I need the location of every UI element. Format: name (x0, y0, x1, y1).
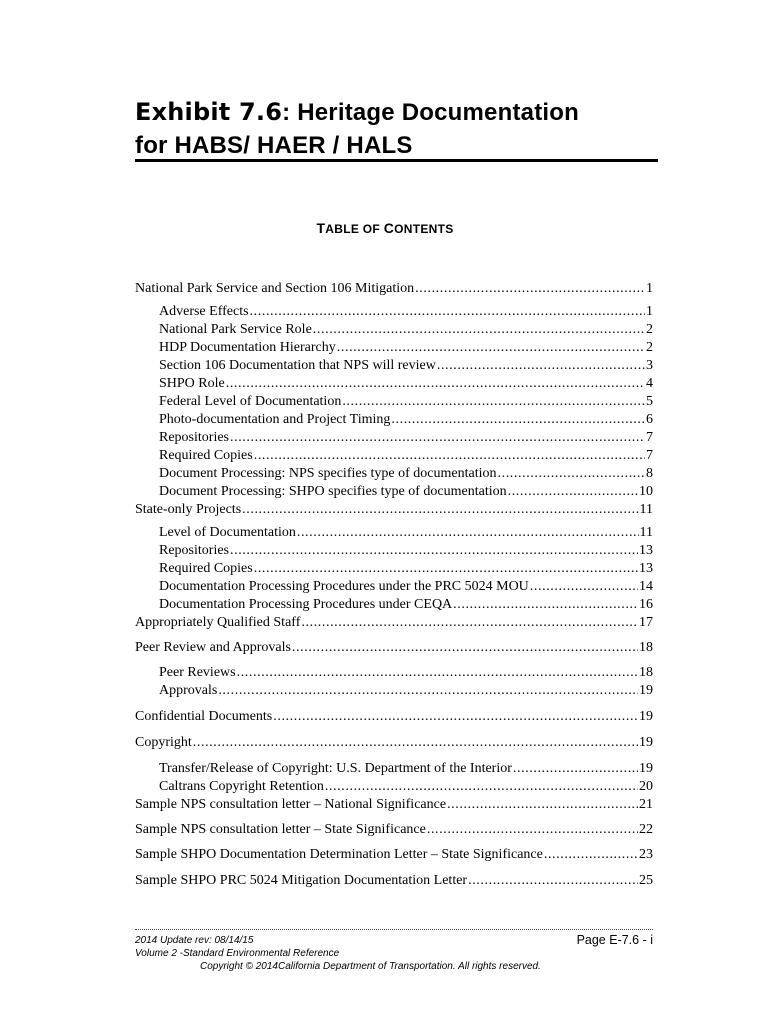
toc-dot-leader (337, 339, 645, 357)
toc-entry-title: Repositories (159, 543, 229, 558)
toc-entry-title: Documentation Processing Procedures under the PRC 5024 MOU (159, 579, 529, 594)
toc-entry[interactable] (159, 578, 653, 596)
toc-entry-page: 19 (639, 761, 653, 776)
toc-entry-page: 1 (646, 281, 653, 296)
toc-entry-title: SHPO Role (159, 376, 225, 391)
toc-dot-leader (513, 760, 638, 778)
toc-entry-title: Transfer/Release of Copyright: U.S. Department of the Interior (159, 761, 512, 776)
toc-entry-title: Repositories (159, 430, 229, 445)
toc-dot-leader (193, 734, 638, 752)
toc-entry-page: 23 (639, 847, 653, 862)
toc-entry[interactable] (159, 483, 653, 501)
toc-dot-leader (453, 596, 638, 614)
footer-update-line (135, 935, 653, 947)
title-line1: : Heritage Documentation (282, 99, 579, 126)
toc-entry-page: 19 (639, 709, 653, 724)
toc-entry[interactable] (159, 664, 653, 682)
toc-dot-leader (498, 465, 646, 483)
toc-entry-title: Required Copies (159, 561, 253, 576)
toc-entry-title: National Park Service and Section 106 Mitigation (135, 281, 415, 296)
toc-entry-title: State-only Projects (135, 502, 242, 517)
toc-entry-title: National Park Service Role (159, 322, 312, 337)
toc-entry[interactable] (159, 357, 653, 375)
toc-entry-page: 11 (639, 502, 653, 517)
toc-entry-page: 19 (639, 735, 653, 750)
toc-entry-page: 11 (639, 525, 653, 540)
toc-dot-leader (427, 821, 638, 839)
toc-entry[interactable] (159, 303, 653, 321)
exhibit-number: Exhibit 7.6 (135, 98, 283, 126)
toc-entry[interactable] (159, 411, 653, 429)
toc-entry-title: Sample SHPO PRC 5024 Mitigation Documentation Letter (135, 873, 468, 888)
toc-entry-page: 22 (639, 822, 653, 837)
toc-entry-title: Document Processing: SHPO specifies type of documentation (159, 484, 507, 499)
toc-dot-leader (292, 639, 638, 657)
toc-entry[interactable] (159, 778, 653, 796)
toc-dot-leader (230, 542, 638, 560)
footer-page-number: Page E-7.6 - i (576, 933, 653, 947)
toc-entry[interactable] (135, 501, 653, 519)
toc-entry-page: 5 (646, 394, 653, 409)
toc-entry[interactable] (159, 321, 653, 339)
toc-dot-leader (250, 303, 645, 321)
toc-entry[interactable] (135, 614, 653, 632)
toc-entry[interactable] (159, 560, 653, 578)
toc-entry[interactable] (135, 734, 653, 752)
toc-entry-page: 1 (646, 304, 653, 319)
toc-entry[interactable] (159, 760, 653, 778)
toc-entry-title: Approvals (159, 683, 218, 698)
footer-volume: Volume 2 -Standard Environmental Reference (135, 948, 340, 959)
toc-dot-leader (218, 682, 638, 700)
toc-entry-title: Photo-documentation and Project Timing (159, 412, 391, 427)
toc-entry[interactable] (135, 639, 653, 657)
toc-entry-page: 6 (646, 412, 653, 427)
toc-entry-page: 2 (646, 340, 653, 355)
toc-entry-title: Peer Reviews (159, 665, 236, 680)
toc-entry[interactable] (159, 596, 653, 614)
title-line2: for HABS/ HAER / HALS (135, 132, 413, 159)
toc-entry-title: Confidential Documents (135, 709, 273, 724)
toc-dot-leader (301, 614, 638, 632)
toc-entry-page: 14 (639, 579, 653, 594)
toc-dot-leader (226, 375, 645, 393)
toc-entry-title: Document Processing: NPS specifies type of documentation (159, 466, 497, 481)
toc-entry[interactable] (159, 447, 653, 465)
toc-entry-title: Sample NPS consultation letter – National Significance (135, 797, 447, 812)
toc-entry[interactable] (159, 393, 653, 411)
toc-entry[interactable] (135, 846, 653, 864)
toc-entry-page: 8 (646, 466, 653, 481)
toc-entry-page: 19 (639, 683, 653, 698)
toc-dot-leader (468, 872, 638, 890)
toc-entry-page: 20 (639, 779, 653, 794)
title-rule (135, 159, 658, 162)
toc-dot-leader (415, 280, 645, 298)
toc-entry-page: 13 (639, 543, 653, 558)
toc-entry-title: Sample SHPO Documentation Determination Letter – State Significance (135, 847, 543, 862)
toc-entry-title: HDP Documentation Hierarchy (159, 340, 336, 355)
toc-entry-page: 25 (639, 873, 653, 888)
toc-dot-leader (254, 447, 645, 465)
toc-entry-page: 2 (646, 322, 653, 337)
toc-dot-leader (297, 524, 639, 542)
toc-dot-leader (242, 501, 638, 519)
toc-entry-page: 4 (646, 376, 653, 391)
toc-entry[interactable] (159, 465, 653, 483)
toc-dot-leader (544, 846, 638, 864)
toc-entry-title: Documentation Processing Procedures under CEQA (159, 597, 453, 612)
toc-dot-leader (342, 393, 645, 411)
toc-dot-leader (273, 708, 638, 726)
toc-dot-leader (391, 411, 645, 429)
toc-entry[interactable] (135, 796, 653, 814)
toc-heading: TABLE OF CONTENTS (316, 220, 454, 236)
toc-entry-page: 18 (639, 640, 653, 655)
toc-entry-title: Federal Level of Documentation (159, 394, 342, 409)
footer-rule (135, 929, 653, 930)
toc-entry[interactable] (159, 542, 653, 560)
toc-entry[interactable] (159, 375, 653, 393)
toc-entry-title: Level of Documentation (159, 525, 296, 540)
toc-entry[interactable] (135, 821, 653, 839)
toc-dot-leader (530, 578, 638, 596)
toc-dot-leader (237, 664, 638, 682)
footer-copyright: Copyright © 2014California Department of Transportation. All rights reserved. (200, 961, 541, 972)
toc-entry-page: 7 (646, 448, 653, 463)
document-title (135, 96, 579, 162)
toc-entry-page: 18 (639, 665, 653, 680)
toc-entry[interactable] (159, 339, 653, 357)
toc-dot-leader (230, 429, 645, 447)
toc-entry[interactable] (159, 429, 653, 447)
toc-dot-leader (508, 483, 638, 501)
toc-entry-page: 16 (639, 597, 653, 612)
toc-entry[interactable] (135, 280, 653, 298)
toc-entry-title: Adverse Effects (159, 304, 249, 319)
toc-dot-leader (313, 321, 645, 339)
toc-entry-title: Appropriately Qualified Staff (135, 615, 301, 630)
toc-entry-page: 21 (639, 797, 653, 812)
toc-dot-leader (254, 560, 638, 578)
toc-entry-title: Peer Review and Approvals (135, 640, 291, 655)
toc-entry-title: Required Copies (159, 448, 253, 463)
toc-entry[interactable] (159, 524, 653, 542)
toc-entry-page: 3 (646, 358, 653, 373)
toc-entry[interactable] (135, 708, 653, 726)
toc-entry-title: Caltrans Copyright Retention (159, 779, 324, 794)
footer-update: 2014 Update rev: 08/14/15 (135, 935, 254, 946)
toc-dot-leader (437, 357, 645, 375)
toc-entry-page: 17 (639, 615, 653, 630)
toc-entry-title: Sample NPS consultation letter – State Significance (135, 822, 426, 837)
toc-entry[interactable] (135, 872, 653, 890)
toc-entry-page: 10 (639, 484, 653, 499)
toc-entry[interactable] (159, 682, 653, 700)
toc-entry-page: 13 (639, 561, 653, 576)
toc-entry-page: 7 (646, 430, 653, 445)
toc-dot-leader (325, 778, 638, 796)
toc-dot-leader (447, 796, 638, 814)
toc-entry-title: Copyright (135, 735, 192, 750)
toc-entry-title: Section 106 Documentation that NPS will review (159, 358, 436, 373)
